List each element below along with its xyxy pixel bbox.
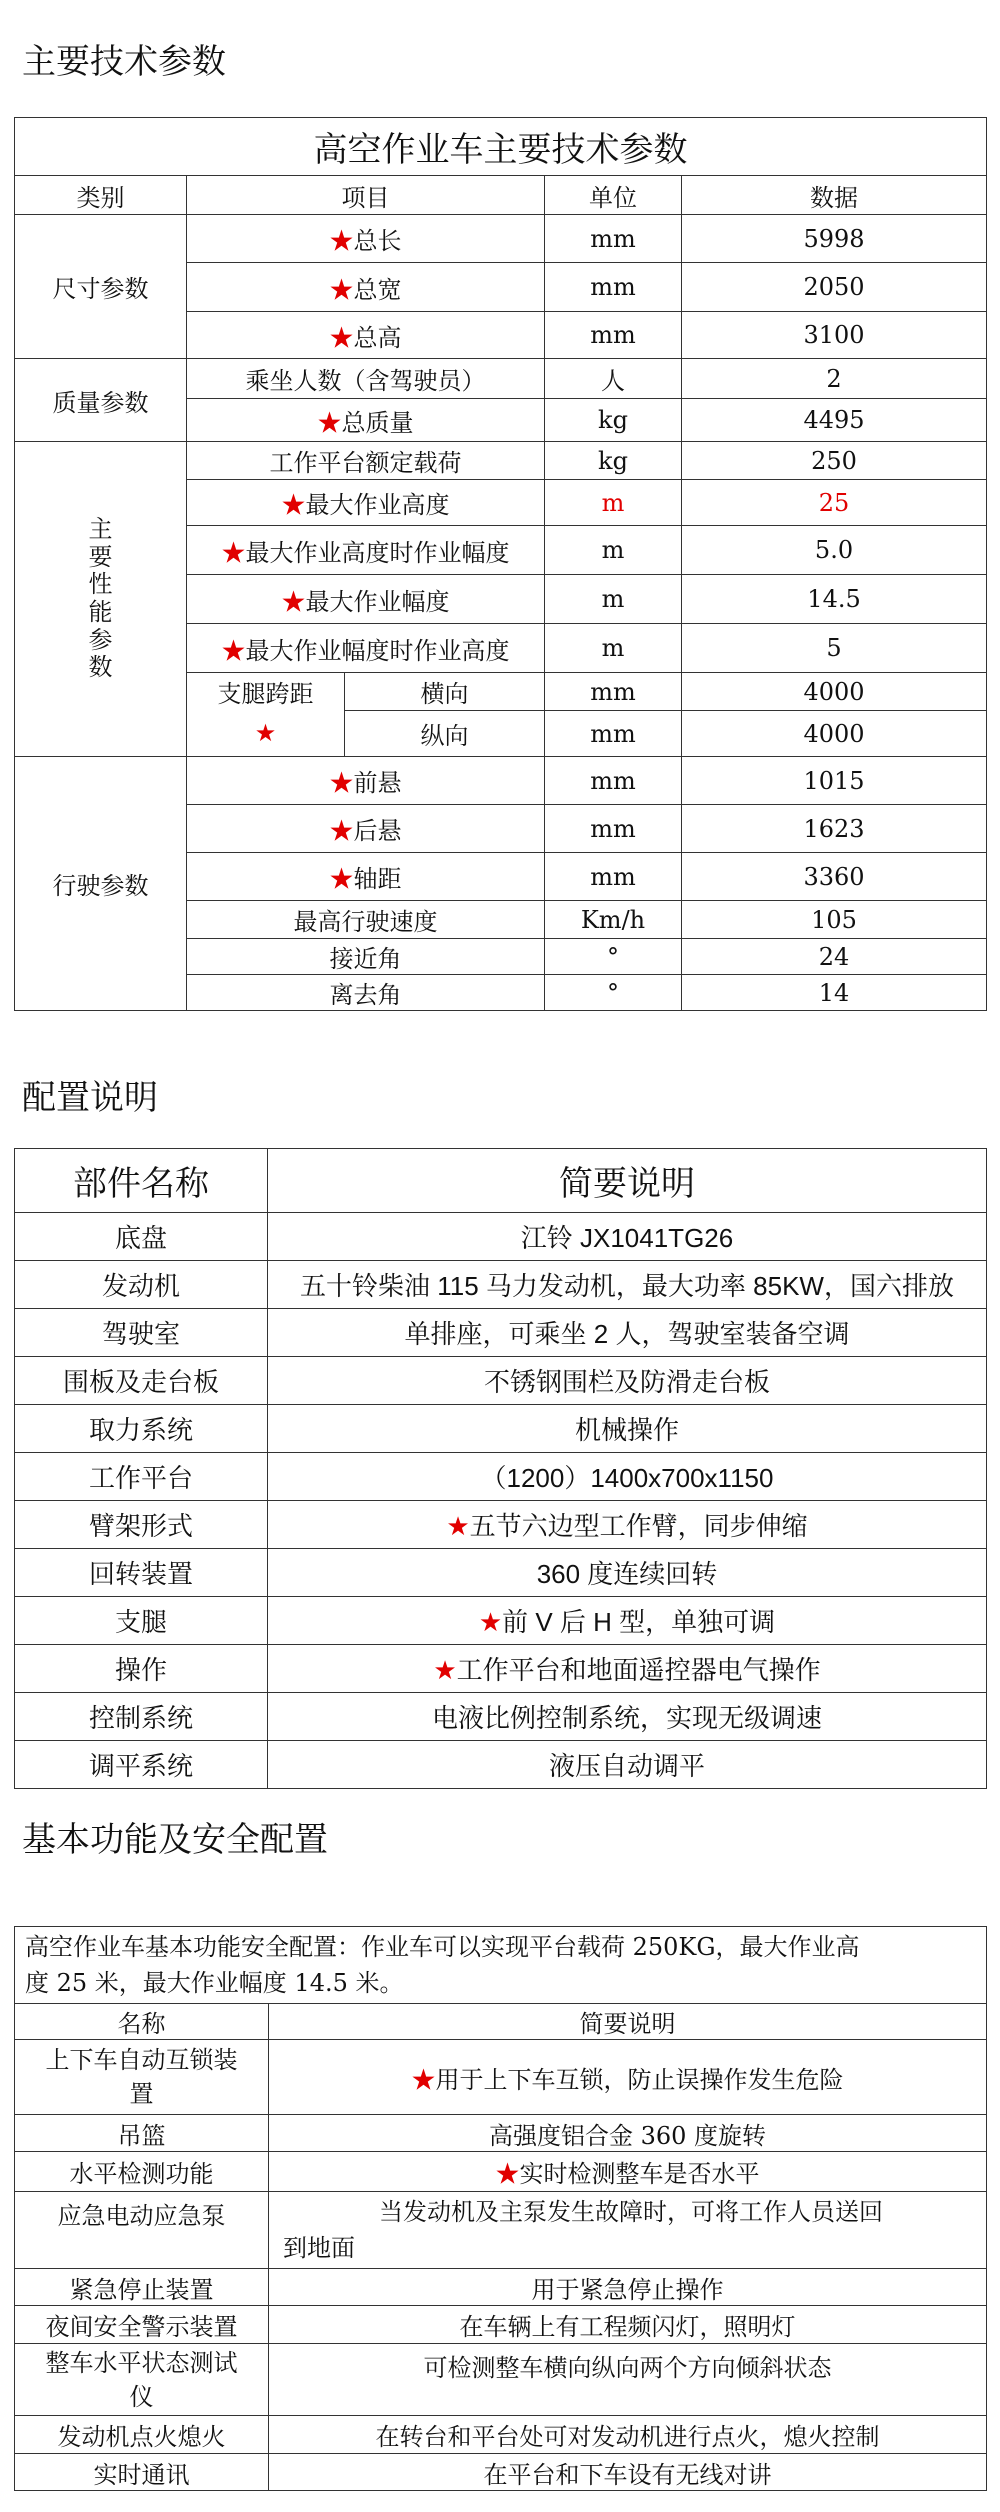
star-icon: ★ bbox=[446, 1511, 470, 1541]
category-size: 尺寸参数 bbox=[15, 215, 187, 359]
table-row bbox=[15, 2269, 987, 2306]
part-description: 五节六边型工作臂，同步伸缩 bbox=[469, 1511, 808, 1541]
header-item: 项目 bbox=[187, 176, 545, 215]
item-label: 工作平台额定载荷 bbox=[187, 442, 545, 480]
item-label: 最高行驶速度 bbox=[187, 901, 545, 939]
config-table bbox=[14, 1148, 987, 1789]
unit-cell: mm bbox=[545, 263, 682, 312]
item-label: 横向 bbox=[345, 673, 545, 711]
function-description: 实时检测整车是否水平 bbox=[519, 2160, 760, 2188]
table-row bbox=[15, 215, 987, 263]
function-name: 紧急停止装置 bbox=[15, 2269, 269, 2306]
table-row bbox=[15, 757, 987, 805]
unit-cell: mm bbox=[545, 805, 682, 853]
table-row bbox=[15, 1645, 987, 1693]
item-label: 最大作业幅度时作业高度 bbox=[245, 636, 510, 665]
value-cell: 3360 bbox=[682, 853, 987, 901]
function-name: 发动机点火熄火 bbox=[15, 2416, 269, 2454]
section-title-tech: 主要技术参数 bbox=[22, 42, 226, 82]
header-description: 简要说明 bbox=[268, 1149, 987, 1213]
table-row bbox=[15, 1597, 987, 1645]
star-icon: ★ bbox=[329, 817, 354, 845]
header-part-name: 部件名称 bbox=[15, 1149, 268, 1213]
table-row bbox=[15, 2040, 987, 2115]
table-row bbox=[15, 1549, 987, 1597]
table-row bbox=[15, 1213, 987, 1261]
unit-cell: m bbox=[545, 575, 682, 624]
value-cell: 105 bbox=[682, 901, 987, 939]
part-name: 回转装置 bbox=[15, 1549, 268, 1597]
part-description: 单排座，可乘坐 2 人，驾驶室装备空调 bbox=[404, 1319, 850, 1349]
star-icon: ★ bbox=[329, 769, 354, 797]
star-icon: ★ bbox=[221, 636, 246, 665]
table-row bbox=[15, 442, 987, 480]
item-label: 总质量 bbox=[341, 408, 414, 437]
star-icon: ★ bbox=[281, 587, 306, 616]
star-icon: ★ bbox=[221, 538, 246, 567]
function-description: 当发动机及主泵发生故障时，可将工作人员送回 到地面 bbox=[269, 2192, 987, 2269]
unit-cell: m bbox=[545, 480, 682, 526]
item-label: 接近角 bbox=[187, 939, 545, 975]
outrigger-label: 支腿跨距 bbox=[187, 673, 345, 711]
star-icon: ★ bbox=[329, 865, 354, 893]
table-row bbox=[15, 2152, 987, 2192]
value-cell: 24 bbox=[682, 939, 987, 975]
unit-cell: ° bbox=[545, 939, 682, 975]
table-row bbox=[15, 2306, 987, 2344]
unit-cell: mm bbox=[545, 711, 682, 757]
unit-cell: mm bbox=[545, 853, 682, 901]
category-drive: 行驶参数 bbox=[15, 757, 187, 1011]
table-row bbox=[15, 1309, 987, 1357]
item-label: 总长 bbox=[353, 227, 402, 255]
part-name: 工作平台 bbox=[15, 1453, 268, 1501]
star-icon: ★ bbox=[478, 1607, 503, 1637]
part-name: 控制系统 bbox=[15, 1693, 268, 1741]
safety-intro-line2: 度 25 米，最大作业幅度 14.5 米。 bbox=[25, 1969, 404, 1997]
table-row bbox=[15, 1357, 987, 1405]
value-cell: 14.5 bbox=[682, 575, 987, 624]
unit-cell: m bbox=[545, 526, 682, 575]
table-row bbox=[15, 2416, 987, 2454]
function-name: 应急电动应急泵 bbox=[15, 2192, 269, 2269]
function-name: 实时通讯 bbox=[15, 2454, 269, 2491]
category-mass: 质量参数 bbox=[15, 359, 187, 442]
star-icon: ★ bbox=[187, 711, 345, 757]
item-label: 后悬 bbox=[353, 817, 402, 845]
unit-cell: mm bbox=[545, 312, 682, 359]
safety-intro bbox=[15, 1927, 987, 2004]
value-cell: 5.0 bbox=[682, 526, 987, 575]
part-name: 驾驶室 bbox=[15, 1309, 268, 1357]
star-icon: ★ bbox=[329, 323, 354, 352]
unit-cell: kg bbox=[545, 442, 682, 480]
part-description: 液压自动调平 bbox=[548, 1751, 705, 1781]
function-description: 用于上下车互锁，防止误操作发生危险 bbox=[435, 2065, 844, 2094]
table-row bbox=[15, 2004, 987, 2040]
header-unit: 单位 bbox=[545, 176, 682, 215]
table-row bbox=[15, 359, 987, 399]
table-row bbox=[15, 1261, 987, 1309]
header-value: 数据 bbox=[682, 176, 987, 215]
part-description: 工作平台和地面遥控器电气操作 bbox=[456, 1655, 821, 1685]
star-icon: ★ bbox=[281, 491, 306, 519]
function-description: 在转台和平台处可对发动机进行点火，熄火控制 bbox=[269, 2416, 987, 2454]
part-name: 围板及走台板 bbox=[15, 1357, 268, 1405]
value-cell: 1015 bbox=[682, 757, 987, 805]
table-row bbox=[15, 1501, 987, 1549]
part-description: 360 度连续回转 bbox=[536, 1559, 718, 1589]
table-row bbox=[15, 1927, 987, 2004]
unit-cell: 人 bbox=[545, 359, 682, 399]
item-label: 最大作业高度时作业幅度 bbox=[245, 538, 510, 567]
function-name: 夜间安全警示装置 bbox=[15, 2306, 269, 2344]
item-label: 总高 bbox=[353, 323, 402, 352]
item-label: 纵向 bbox=[345, 711, 545, 757]
part-name: 臂架形式 bbox=[15, 1501, 268, 1549]
value-cell: 4495 bbox=[682, 399, 987, 442]
item-label: 离去角 bbox=[187, 975, 545, 1011]
part-description: 电液比例控制系统，实现无级调速 bbox=[431, 1703, 822, 1733]
part-name: 发动机 bbox=[15, 1261, 268, 1309]
part-name: 底盘 bbox=[15, 1213, 268, 1261]
function-name: 吊篮 bbox=[15, 2115, 269, 2152]
part-description: 不锈钢围栏及防滑走台板 bbox=[483, 1367, 770, 1397]
star-icon: ★ bbox=[329, 275, 354, 304]
section-title-safety: 基本功能及安全配置 bbox=[22, 1820, 328, 1860]
table-row bbox=[15, 1453, 987, 1501]
table-row bbox=[15, 1405, 987, 1453]
value-cell: 25 bbox=[682, 480, 987, 526]
unit-cell: mm bbox=[545, 215, 682, 263]
item-label: 轴距 bbox=[353, 865, 402, 893]
value-cell: 1623 bbox=[682, 805, 987, 853]
item-label: 乘坐人数（含驾驶员） bbox=[187, 359, 545, 399]
unit-cell: m bbox=[545, 624, 682, 673]
table-row bbox=[15, 2115, 987, 2152]
table-row bbox=[15, 176, 987, 215]
safety-config-table bbox=[14, 1926, 987, 2491]
table-row bbox=[15, 118, 987, 176]
function-description: 在车辆上有工程频闪灯，照明灯 bbox=[269, 2306, 987, 2344]
value-cell: 4000 bbox=[682, 711, 987, 757]
item-label: 前悬 bbox=[353, 769, 402, 797]
unit-cell: mm bbox=[545, 757, 682, 805]
function-description: 可检测整车横向纵向两个方向倾斜状态 bbox=[269, 2344, 987, 2416]
value-cell: 14 bbox=[682, 975, 987, 1011]
item-label: 总宽 bbox=[353, 275, 402, 304]
part-name: 调平系统 bbox=[15, 1741, 268, 1789]
tech-params-table bbox=[14, 117, 987, 1011]
header-name: 名称 bbox=[15, 2004, 269, 2040]
unit-cell: ° bbox=[545, 975, 682, 1011]
header-description: 简要说明 bbox=[269, 2004, 987, 2040]
value-cell: 2050 bbox=[682, 263, 987, 312]
function-description: 高强度铝合金 360 度旋转 bbox=[488, 2121, 767, 2150]
value-cell: 2 bbox=[682, 359, 987, 399]
part-name: 支腿 bbox=[15, 1597, 268, 1645]
tech-table-title: 高空作业车主要技术参数 bbox=[15, 118, 987, 176]
part-description: 前 V 后 H 型，单独可调 bbox=[502, 1607, 776, 1637]
star-icon: ★ bbox=[317, 408, 342, 437]
star-icon: ★ bbox=[329, 227, 354, 255]
header-category: 类别 bbox=[15, 176, 187, 215]
star-icon: ★ bbox=[433, 1655, 457, 1685]
unit-cell: mm bbox=[545, 673, 682, 711]
value-cell: 4000 bbox=[682, 673, 987, 711]
function-name: 水平检测功能 bbox=[15, 2152, 269, 2192]
unit-cell: kg bbox=[545, 399, 682, 442]
function-name: 上下车自动互锁装 置 bbox=[15, 2040, 269, 2115]
table-row bbox=[15, 2192, 987, 2269]
item-label: 最大作业高度 bbox=[305, 491, 450, 519]
part-name: 操作 bbox=[15, 1645, 268, 1693]
item-label: 最大作业幅度 bbox=[305, 587, 450, 616]
value-cell: 5998 bbox=[682, 215, 987, 263]
star-icon: ★ bbox=[495, 2160, 520, 2188]
category-performance: 主 要 性 能 参 数 bbox=[15, 442, 187, 757]
value-cell: 3100 bbox=[682, 312, 987, 359]
section-title-config: 配置说明 bbox=[22, 1078, 158, 1118]
part-description: 机械操作 bbox=[574, 1415, 679, 1445]
part-name: 取力系统 bbox=[15, 1405, 268, 1453]
function-description: 在平台和下车设有无线对讲 bbox=[269, 2454, 987, 2491]
part-description: （1200）1400x700x1150 bbox=[480, 1463, 774, 1493]
part-description: 江铃 JX1041TG26 bbox=[520, 1223, 734, 1253]
value-cell: 250 bbox=[682, 442, 987, 480]
value-cell: 5 bbox=[682, 624, 987, 673]
safety-intro-line1: 高空作业车基本功能安全配置：作业车可以实现平台载荷 250KG，最大作业高 bbox=[25, 1933, 860, 1961]
star-icon: ★ bbox=[411, 2065, 436, 2094]
table-row bbox=[15, 1149, 987, 1213]
table-row bbox=[15, 2344, 987, 2416]
function-description: 用于紧急停止操作 bbox=[269, 2269, 987, 2306]
table-row bbox=[15, 1693, 987, 1741]
part-description: 五十铃柴油 115 马力发动机，最大功率 85KW，国六排放 bbox=[300, 1271, 954, 1301]
function-name: 整车水平状态测试 仪 bbox=[15, 2344, 269, 2416]
unit-cell: Km/h bbox=[545, 901, 682, 939]
table-row bbox=[15, 1741, 987, 1789]
table-row bbox=[15, 2454, 987, 2491]
